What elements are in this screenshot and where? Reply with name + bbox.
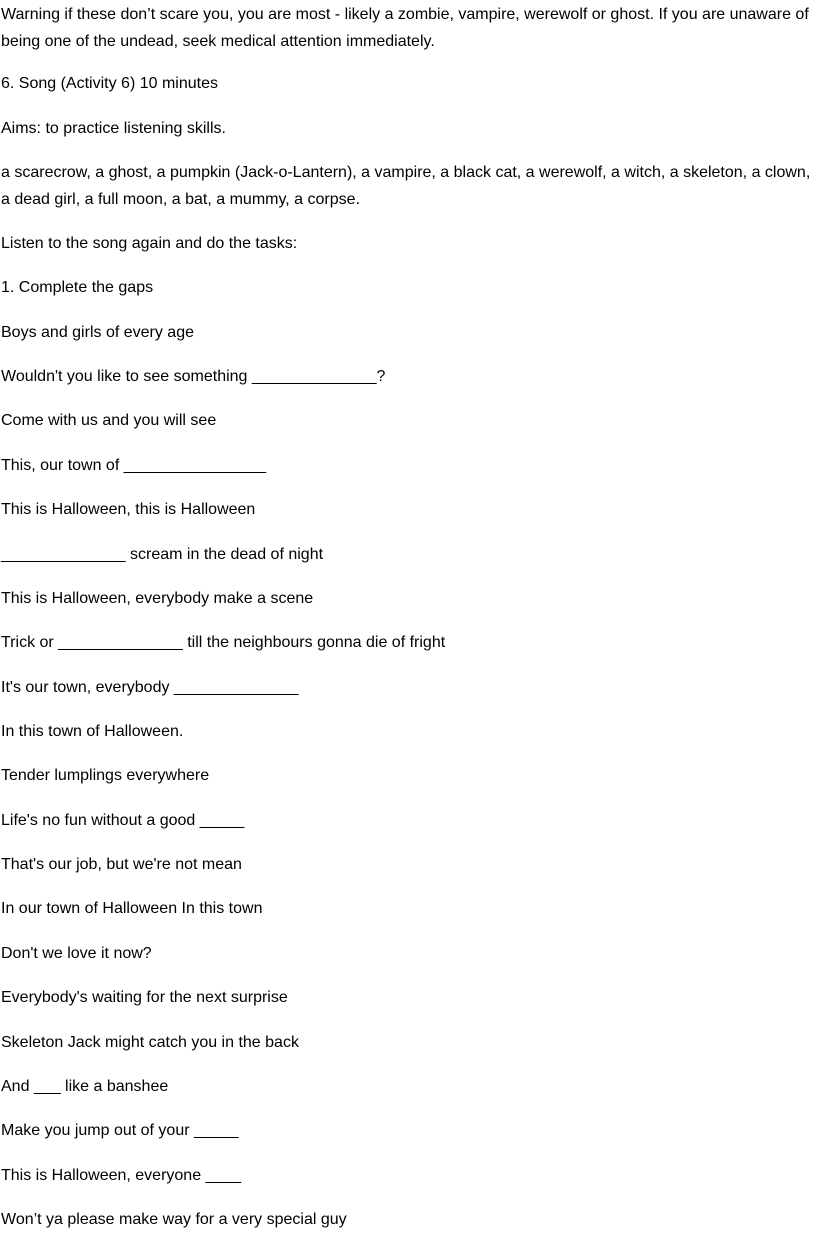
lyric-line: Trick or ______________ till the neighbours gonna die of fright [1,634,446,651]
aims-line: Aims: to practice listening skills. [1,120,226,137]
lyric-line: In this town of Halloween. [1,723,184,740]
task-line: 1. Complete the gaps [1,279,154,296]
lyric-line: Won’t ya please make way for a very special guy [1,1211,347,1228]
lyric-line: It's our town, everybody ______________ [1,679,299,696]
lyric-line: Wouldn't you like to see something ______________? [1,368,386,385]
lyric-line: This is Halloween, everyone ____ [1,1167,242,1184]
lyric-line: In our town of Halloween In this town [1,900,263,917]
lyric-line: Boys and girls of every age [1,324,194,341]
lyric-line: That's our job, but we're not mean [1,856,242,873]
lyric-line: And ___ like a banshee [1,1078,169,1095]
lyric-line: This is Halloween, everybody make a scene [1,590,314,607]
lyric-line: This is Halloween, this is Halloween [1,501,256,518]
vocabulary-paragraph: a scarecrow, a ghost, a pumpkin (Jack-o-Lantern), a vampire, a black cat, a werewolf, a witch, a skeleton, a clown, a dead girl, a full moon, a bat, a mummy, a corpse. [1,164,811,208]
lyric-line: This, our town of ________________ [1,457,267,474]
activity-heading: 6. Song (Activity 6) 10 minutes [1,75,218,92]
instruction-line: Listen to the song again and do the tasks: [1,235,298,252]
lyric-line: Life's no fun without a good _____ [1,812,245,829]
lyric-line: Come with us and you will see [1,412,217,429]
lyric-line: Skeleton Jack might catch you in the back [1,1034,299,1051]
lyric-line: Tender lumplings everywhere [1,767,210,784]
warning-paragraph: Warning if these don’t scare you, you are most - likely a zombie, vampire, werewolf or ghost. If you are unaware of being one of the undead, seek medical attention immediately. [1,6,809,50]
lyric-line: Don't we love it now? [1,945,152,962]
lyric-line: Everybody's waiting for the next surprise [1,989,288,1006]
lyric-line: Make you jump out of your _____ [1,1122,239,1139]
lyric-line: ______________ scream in the dead of night [1,546,324,563]
